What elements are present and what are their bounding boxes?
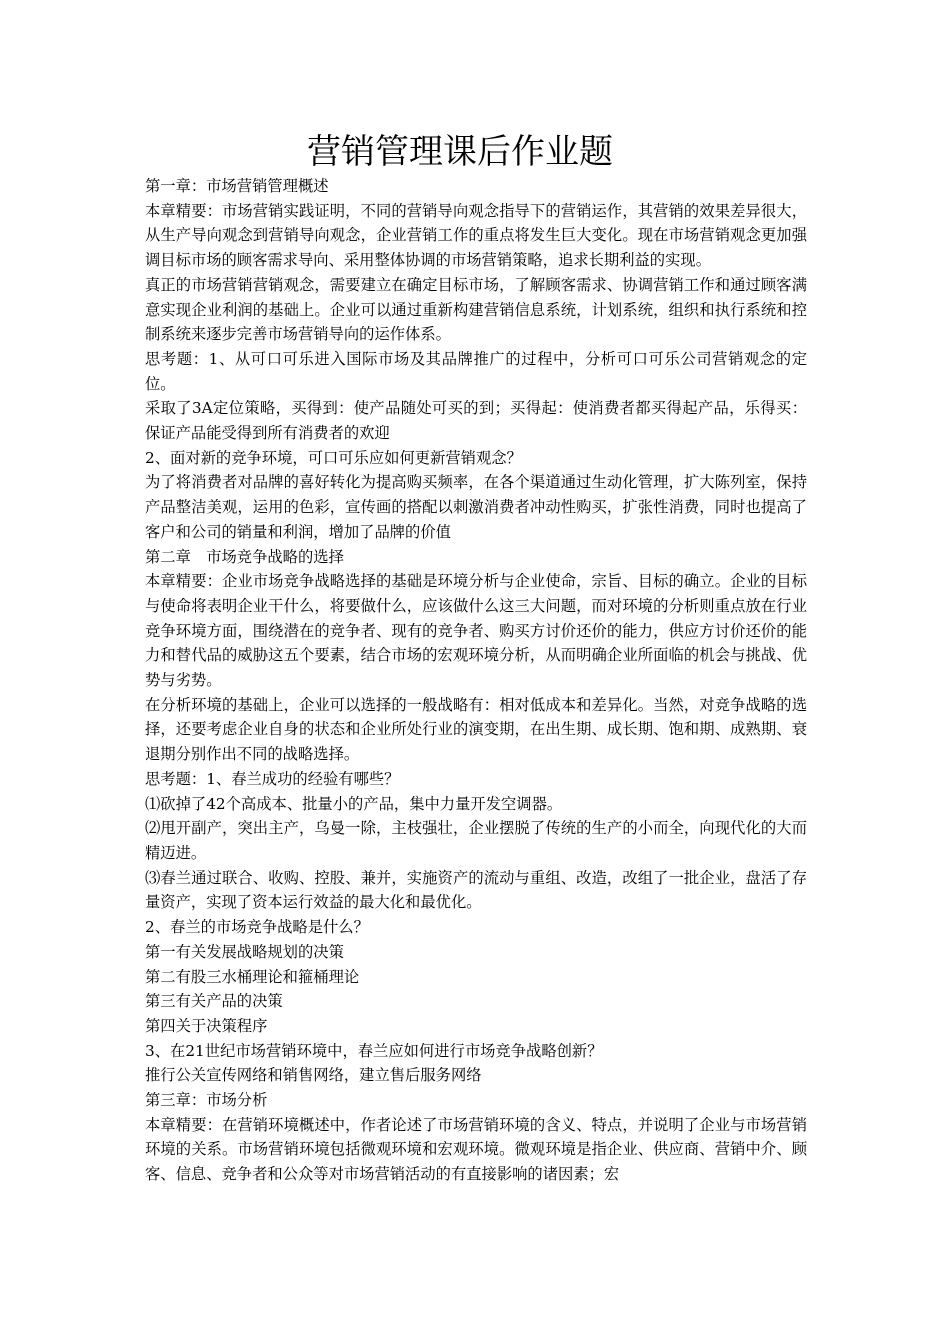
document-title: 营销管理课后作业题 <box>307 132 613 172</box>
chapter-1-summary: 本章精要：市场营销实践证明，不同的营销导向观念指导下的营销运作，其营销的效果差异很大，从生产导向观念到营销导向观念，企业营销工作的重点将发生巨大变化。现在市场营销观念更加强调目标市场的顾客需求导向、采用整体协调的市场营销策略，追求长期利益的实现。 <box>145 201 807 270</box>
chapter-2-answer-2-item-4: 第四关于决策程序 <box>145 1016 268 1035</box>
chapter-1-answer-1: 采取了3A定位策略，买得到：使产品随处可买的到；买得起：使消费者都买得起产品，乐得买：保证产品能受得到所有消费者的欢迎 <box>145 399 807 443</box>
chapter-1-question-2: 2、面对新的竞争环境，可口可乐应如何更新营销观念？ <box>145 448 522 467</box>
document-body <box>145 174 807 1187</box>
chapter-2-answer-2-item-2: 第二有股三水桶理论和箍桶理论 <box>145 967 360 986</box>
chapter-1-summary-cont: 真正的市场营销营销观念，需要建立在确定目标市场，了解顾客需求、协调营销工作和通过顾客满意实现企业利润的基础上。企业可以通过重新构建营销信息系统，计划系统，组织和执行系统和控制系统来逐步完善市场营销导向的运作体系。 <box>145 275 807 344</box>
chapter-2-summary-cont: 在分析环境的基础上，企业可以选择的一般战略有：相对低成本和差异化。当然，对竞争战略的选择，还要考虑企业自身的状态和企业所处行业的演变期，在出生期、成长期、饱和期、成熟期、衰退期分别作出不同的战略选择。 <box>145 695 807 764</box>
chapter-1-heading: 第一章：市场营销管理概述 <box>145 177 329 195</box>
chapter-3-heading: 第三章：市场分析 <box>145 1091 268 1110</box>
chapter-2-answer-1-item-3: ⑶春兰通过联合、收购、控股、兼并，实施资产的流动与重组、改造，改组了一批企业，盘活了存量资产，实现了资本运行效益的最大化和最优化。 <box>145 868 807 912</box>
chapter-2-summary: 本章精要：企业市场竞争战略选择的基础是环境分析与企业使命，宗旨、目标的确立。企业的目标与使命将表明企业干什么，将要做什么，应该做什么这三大问题，而对环境的分析则重点放在行业竞争环境方面，围绕潜在的竞争者、现有的竞争者、购买方讨价还价的能力，供应方讨价还价的能力和替代品的威胁这五个要素，结合市场的宏观环境分析，从而明确企业所面临的机会与挑战、优势与劣势。 <box>145 572 807 690</box>
chapter-2-answer-2-item-1: 第一有关发展战略规划的决策 <box>145 942 344 961</box>
chapter-3-summary: 本章精要：在营销环境概述中，作者论述了市场营销环境的含义、特点，并说明了企业与市场营销环境的关系。市场营销环境包括微观环境和宏观环境。微观环境是指企业、供应商、营销中介、顾客、信息、竞争者和公众等对市场营销活动的有直接影响的诸因素；宏 <box>145 1115 807 1184</box>
chapter-2-answer-1-item-2: ⑵甩开副产，突出主产，乌曼一除，主枝强壮，企业摆脱了传统的生产的小而全，向现代化的大而精迈进。 <box>145 819 807 862</box>
chapter-2-answer-3: 推行公关宣传网络和销售网络，建立售后服务网络 <box>145 1066 482 1085</box>
chapter-2-answer-1-item-1: ⑴砍掉了42个高成本、批量小的产品，集中力量开发空调器。 <box>145 794 563 813</box>
chapter-2-question-1: 思考题：1、春兰成功的经验有哪些？ <box>145 769 400 788</box>
chapter-1-answer-2: 为了将消费者对品牌的喜好转化为提高购买频率，在各个渠道通过生动化管理，扩大陈列室，保持产品整洁美观，运用的色彩，宣传画的搭配以刺激消费者冲动性购买，扩张性消费，同时也提高了客户和公司的销量和利润，增加了品牌的价值 <box>145 473 807 541</box>
chapter-2-answer-2-item-3: 第三有关产品的决策 <box>145 992 283 1011</box>
chapter-2-question-3: 3、在21世纪市场营销环境中，春兰应如何进行市场竞争战略创新？ <box>145 1041 603 1060</box>
chapter-2-heading: 第二章 市场竞争战略的选择 <box>145 547 344 566</box>
chapter-2-question-2: 2、春兰的市场竞争战略是什么？ <box>145 918 369 937</box>
chapter-1-question-1: 思考题：1、从可口可乐进入国际市场及其品牌推广的过程中，分析可口可乐公司营销观念的定位。 <box>145 349 807 393</box>
